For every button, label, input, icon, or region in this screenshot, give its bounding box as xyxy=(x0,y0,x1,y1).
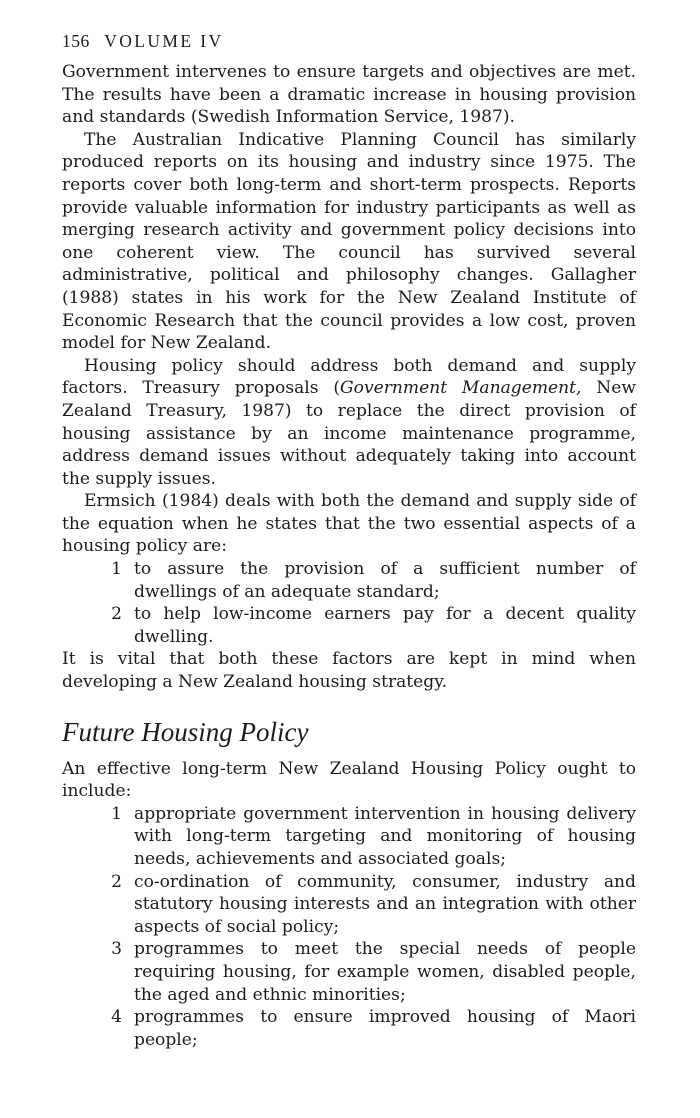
paragraph-australian-council: The Australian Indicative Planning Council has similarly produced reports on its housing and industry since 1975. The reports cover both long-term and short-term prospects. Reports provide valuable information for industry participants as well as merging research activity and government policy decisions into one coherent view. The council has survived several administrative, political and philosophy changes. Gallagher (1988) states in his work for the New Zealand Institute of Economic Research that the council provides a low cost, proven model for New Zealand. xyxy=(62,129,636,354)
paragraph-ermsich: Ermsich (1984) deals with both the demand and supply side of the equation when he states that the two essential aspects of a housing policy are: xyxy=(62,491,636,557)
cited-title: Government Management, xyxy=(340,378,582,399)
list-item-number: 4 xyxy=(111,1007,122,1028)
list-item xyxy=(111,603,636,648)
list-item-text: appropriate government intervention in housing delivery with long-term targeting and monitoring of housing needs, achievements and associated goals; xyxy=(134,803,636,869)
list-item-text: to assure the provision of a sufficient number of dwellings of an adequate standard; xyxy=(134,559,636,602)
list-item-text: programmes to ensure improved housing of Maori people; xyxy=(134,1007,636,1050)
list-item xyxy=(111,803,636,871)
essential-aspects-list xyxy=(62,558,636,648)
list-item-number: 2 xyxy=(111,604,122,625)
page-number: 156 xyxy=(62,31,90,51)
list-item xyxy=(111,938,636,1006)
list-item-text: co-ordination of community, consumer, industry and statutory housing interests and an integration with other aspects of social policy; xyxy=(134,871,636,937)
list-item xyxy=(111,558,636,603)
list-item-number: 1 xyxy=(111,803,122,824)
paragraph-housing-policy xyxy=(62,355,636,491)
running-head xyxy=(62,30,636,52)
list-item-text: programmes to meet the special needs of people requiring housing, for example women, disabled people, the aged and ethnic minorities; xyxy=(134,939,636,1005)
paragraph-continued: Government intervenes to ensure targets and objectives are met. The results have been a dramatic increase in housing provision and standards (Swedish Information Service, 1987). xyxy=(62,62,636,128)
paragraph-effective-policy: An effective long-term New Zealand Housing Policy ought to include: xyxy=(62,758,636,802)
list-item xyxy=(111,871,636,939)
list-item-number: 2 xyxy=(111,871,122,892)
list-item-number: 1 xyxy=(111,559,122,580)
paragraph-vital: It is vital that both these factors are kept in mind when developing a New Zealand housing strategy. xyxy=(62,649,636,693)
list-item-text: to help low-income earners pay for a decent quality dwelling. xyxy=(134,604,636,647)
list-item-number: 3 xyxy=(111,939,122,960)
section-heading: Future Housing Policy xyxy=(62,716,309,747)
paragraph-housing-policy-text-a: Housing policy should address both demand and supply factors. Treasury proposals ( xyxy=(62,355,636,399)
paragraph-housing-policy-text-b: New Zealand Treasury, 1987) to replace the direct provision of housing assistance by an income maintenance programme, address demand issues without adequately taking into account the supply issues. xyxy=(62,378,636,489)
list-item xyxy=(111,1006,636,1051)
running-title: VOLUME IV xyxy=(104,31,224,51)
policy-elements-list xyxy=(62,803,636,1052)
